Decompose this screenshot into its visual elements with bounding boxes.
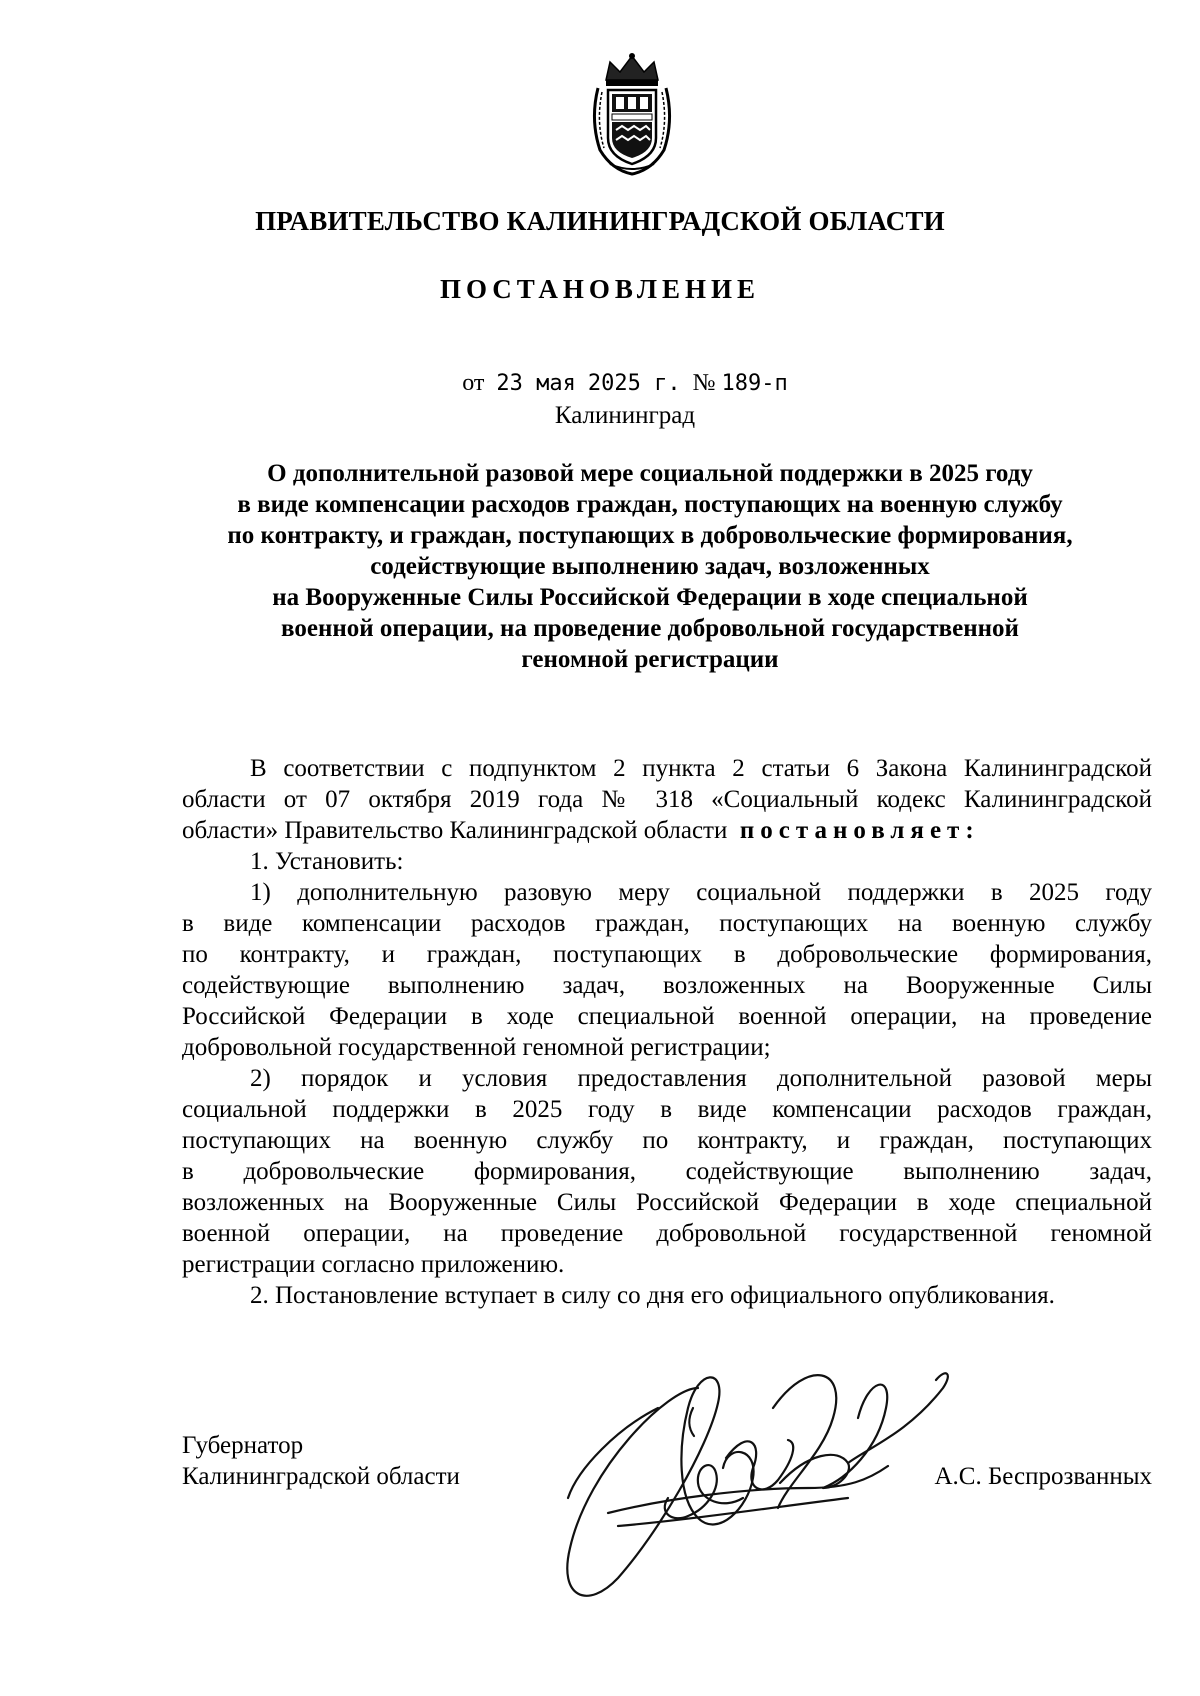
- preamble-line: В соответствии с подпунктом 2 пункта 2 статьи 6 Закона Калининградской: [250, 755, 1152, 782]
- signatory-title-line: Калининградской области: [182, 1463, 460, 1490]
- preamble-text: области» Правительство Калининградской области: [182, 817, 728, 844]
- document-city: Калининград: [554, 402, 696, 429]
- item1-2-line: возложенных на Вооруженные Силы Российской Федерации в ходе специальной: [182, 1189, 1152, 1216]
- item1-2-line: в добровольческие формирования, содействующие выполнению задач,: [182, 1158, 1152, 1185]
- signatory-name: А.С. Беспрозванных: [934, 1463, 1152, 1490]
- decree-word: постановляет:: [739, 817, 980, 844]
- subject-line: в виде компенсации расходов граждан, поступающих на военную службу: [237, 491, 1063, 518]
- document-body: [182, 753, 1152, 1311]
- item1-2-line: 2) порядок и условия предоставления дополнительной разовой меры: [250, 1065, 1152, 1092]
- coat-of-arms-emblem: [588, 50, 676, 178]
- item1-1-line: Российской Федерации в ходе специальной военной операции, на проведение: [182, 1003, 1152, 1030]
- document-number: 189-п: [721, 371, 788, 396]
- number-label: №: [692, 370, 716, 396]
- item1-1-line: добровольной государственной геномной регистрации;: [182, 1034, 771, 1061]
- subject-line: по контракту, и граждан, поступающих в добровольческие формирования,: [227, 522, 1073, 549]
- preamble-line-final: [182, 815, 1152, 846]
- item1-2-line: регистрации согласно приложению.: [182, 1251, 565, 1278]
- item1-1-line: в виде компенсации расходов граждан, поступающих на военную службу: [182, 910, 1152, 937]
- date-year: 2025 г.: [587, 371, 681, 396]
- signatory-title: [182, 1430, 460, 1492]
- item1-2-line: поступающих на военную службу по контракту, и граждан, поступающих: [182, 1127, 1152, 1154]
- subject-line: на Вооруженные Силы Российской Федерации в ходе специальной: [272, 584, 1028, 611]
- item1-2-line: военной операции, на проведение добровольной государственной геномной: [182, 1220, 1152, 1247]
- item1-1-line: содействующие выполнению задач, возложенных на Вооруженные Силы: [182, 972, 1152, 999]
- preamble-line: области от 07 октября 2019 года № 318 «Социальный кодекс Калининградской: [182, 786, 1152, 813]
- item1-1-line: 1) дополнительную разовую меру социальной поддержки в 2025 году: [250, 879, 1152, 906]
- subject-line: содействующие выполнению задач, возложенных: [370, 553, 930, 580]
- document-type: ПОСТАНОВЛЕНИЕ: [439, 274, 761, 304]
- date-day-month: 23 мая: [496, 371, 576, 396]
- subject-line: О дополнительной разовой мере социальной поддержки в 2025 году: [267, 460, 1033, 487]
- document-date-number: [0, 370, 1200, 397]
- subject-line: геномной регистрации: [521, 646, 779, 673]
- document-subject: [150, 458, 1150, 675]
- item1-1-line: по контракту, и граждан, поступающих в добровольческие формирования,: [182, 941, 1152, 968]
- subject-line: военной операции, на проведение добровольной государственной: [281, 615, 1019, 642]
- item1-heading: 1. Установить:: [250, 848, 404, 875]
- organization-title: ПРАВИТЕЛЬСТВО КАЛИНИНГРАДСКОЙ ОБЛАСТИ: [255, 206, 945, 236]
- handwritten-signature: [548, 1348, 958, 1618]
- item1-2-line: социальной поддержки в 2025 году в виде компенсации расходов граждан,: [182, 1096, 1152, 1123]
- date-prefix: от: [462, 370, 485, 396]
- signatory-title-line: Губернатор: [182, 1432, 304, 1459]
- item2-line: 2. Постановление вступает в силу со дня его официального опубликования.: [250, 1282, 1055, 1309]
